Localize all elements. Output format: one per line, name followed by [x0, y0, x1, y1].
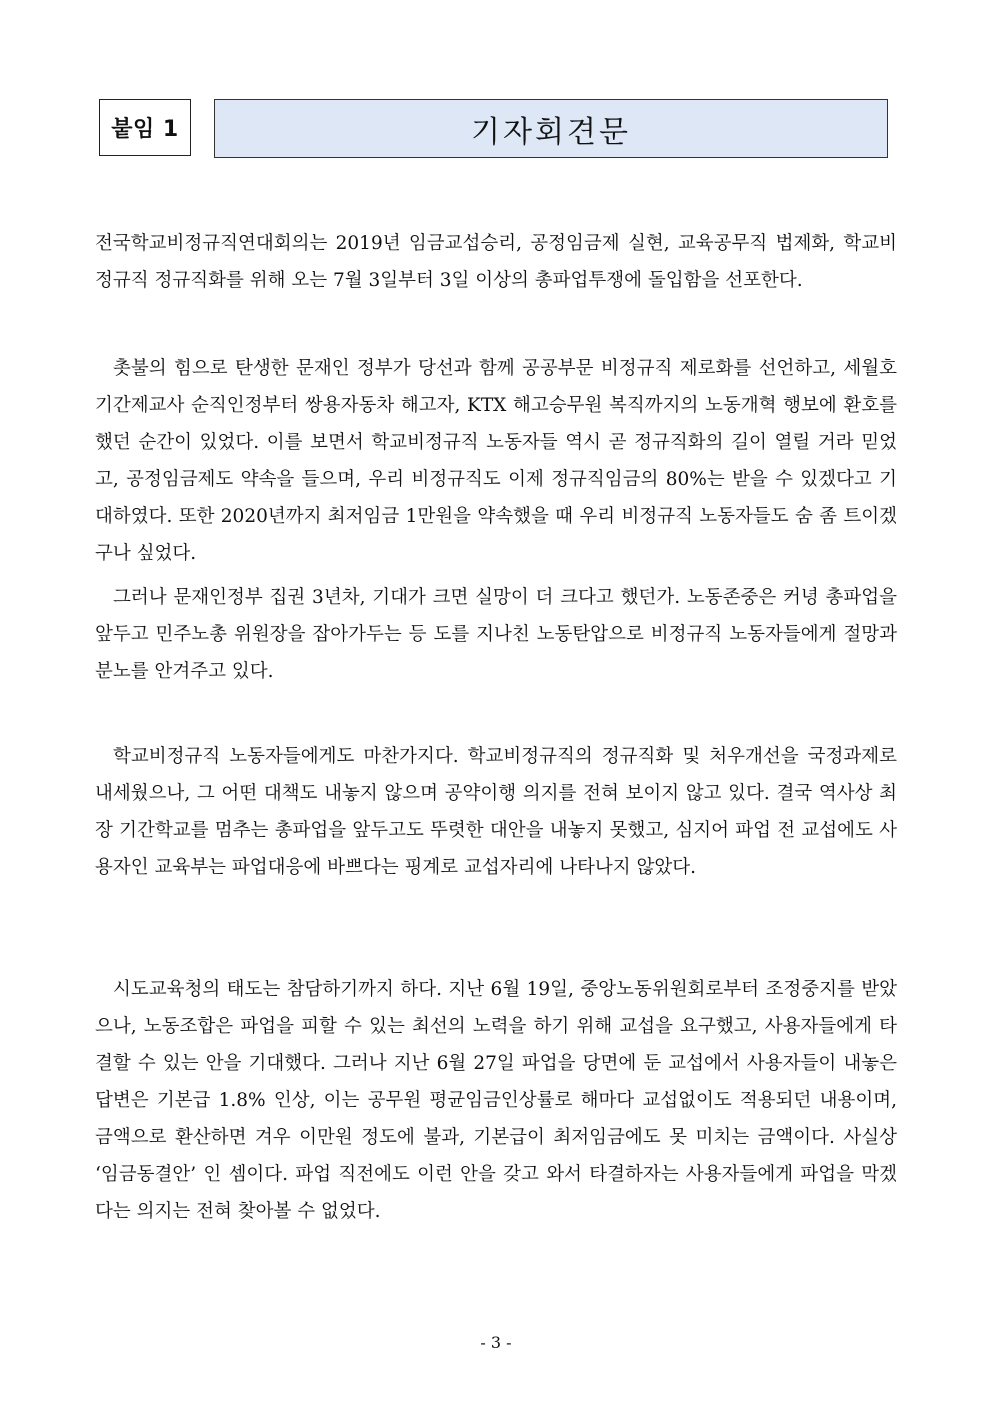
attachment-label: 붙임 1 [99, 99, 191, 156]
paragraph-candlelight-government: 촛불의 힘으로 탄생한 문재인 정부가 당선과 함께 공공부문 비정규직 제로화를 선언하고, 세월호 기간제교사 순직인정부터 쌍용자동차 해고자, KTX 해고승무원 복직까지의 노동개혁 행보에 환호를 했던 순간이 있었다. 이를 보면서 학교비정규직 노동자들 역시 곧 정규직화의 길이 열릴 거라 믿었고, 공정임금제도 약속을 들으며, 우리 비정규직도 이제 정규직임금의 80%는 받을 수 있겠다고 기대하였다. 또한 2020년까지 최저임금 1만원을 약속했을 때 우리 비정규직 노동자들도 숨 좀 트이겠구나 싶었다. [95, 358, 897, 564]
paragraph-education-office-attitude: 시도교육청의 태도는 참담하기까지 하다. 지난 6월 19일, 중앙노동위원회로부터 조정중지를 받았으나, 노동조합은 파업을 피할 수 있는 최선의 노력을 하기 위해 교섭을 요구했고, 사용자들에게 타결할 수 있는 안을 기대했다. 그러나 지난 6월 27일 파업을 당면에 둔 교섭에서 사용자들이 내놓은 답변은 기본급 1.8% 인상, 이는 공무원 평균임금인상률로 해마다 교섭없이도 적용되던 내용이며, 금액으로 환산하면 겨우 이만원 정도에 불과, 기본급이 최저임금에도 못 미치는 금액이다. 사실상 ‘임금동결안’ 인 셈이다. 파업 직전에도 이런 안을 갖고 와서 타결하자는 사용자들에게 파업을 막겠다는 의지는 전혀 찾아볼 수 없었다. [95, 979, 897, 1222]
document-title: 기자회견문 [214, 99, 888, 158]
paragraph-declaration: 전국학교비정규직연대회의는 2019년 임금교섭승리, 공정임금제 실현, 교육공무직 법제화, 학교비정규직 정규직화를 위해 오는 7월 3일부터 3일 이상의 총파업투쟁에 돌입함을 선포한다. [95, 233, 897, 291]
page-number: - 3 - [480, 1333, 512, 1352]
paragraph-school-workers: 학교비정규직 노동자들에게도 마찬가지다. 학교비정규직의 정규직화 및 처우개선을 국정과제로 내세웠으나, 그 어떤 대책도 내놓지 않으며 공약이행 의지를 전혀 보이지 않고 있다. 결국 역사상 최장 기간학교를 멈추는 총파업을 앞두고도 뚜렷한 대안을 내놓지 못했고, 심지어 파업 전 교섭에도 사용자인 교육부는 파업대응에 바쁘다는 핑계로 교섭자리에 나타나지 않았다. [95, 746, 897, 878]
paragraph-third-year-disappointment: 그러나 문재인정부 집권 3년차, 기대가 크면 실망이 더 크다고 했던가. 노동존중은 커녕 총파업을 앞두고 민주노총 위원장을 잡아가두는 등 도를 지나친 노동탄압으로 비정규직 노동자들에게 절망과 분노를 안겨주고 있다. [95, 587, 897, 682]
